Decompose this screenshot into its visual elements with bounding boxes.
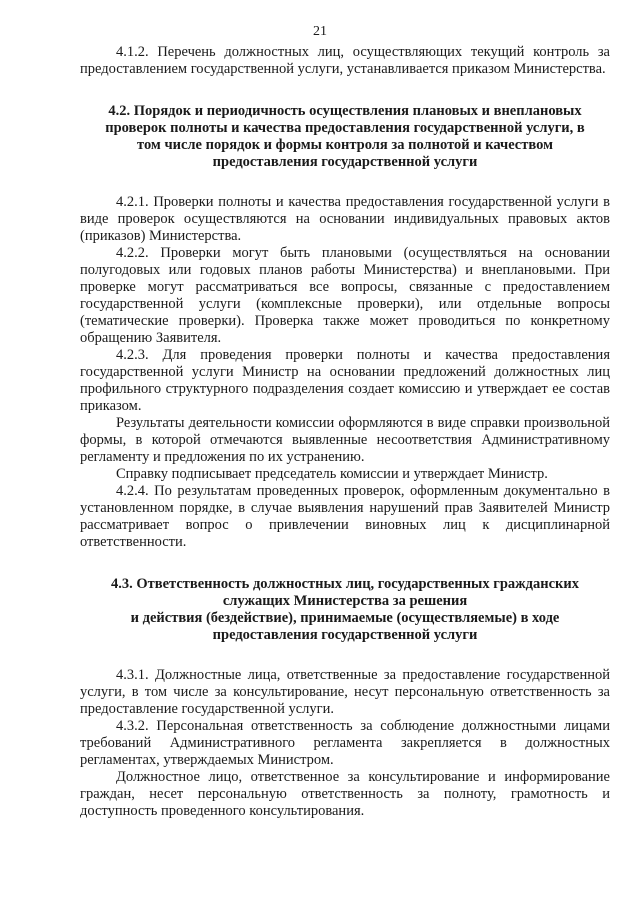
spacer — [80, 551, 610, 576]
heading-line: и действия (бездействие), принимаемые (осуществляемые) в ходе — [130, 610, 560, 626]
spacer — [80, 171, 610, 194]
spacer — [80, 78, 610, 103]
heading-line: 4.3. Ответственность должностных лиц, государственных гражданских — [110, 576, 579, 592]
page-content — [80, 44, 610, 820]
section-heading-4-2 — [80, 103, 610, 171]
paragraph-4-3-2: 4.3.2. Персональная ответственность за соблюдение должностными лицами требований Административного регламента закрепляется в должностных регламентах, утверждаемых Министром. — [80, 718, 610, 768]
page-number: 21 — [313, 24, 327, 39]
heading-line: 4.2. Порядок и периодичность осуществления плановых и внеплановых — [108, 103, 582, 119]
section-heading-4-3 — [80, 576, 610, 644]
paragraph-4-1-2: 4.1.2. Перечень должностных лиц, осуществляющих текущий контроль за предоставлением государственной услуги, устанавливается приказом Министерства. — [80, 44, 610, 77]
heading-line: служащих Министерства за решения — [222, 593, 468, 609]
spacer — [80, 644, 610, 667]
heading-line: предоставления государственной услуги — [212, 154, 478, 170]
paragraph-4-2-4: 4.2.4. По результатам проведенных проверок, оформленным документально в установленном порядке, в случае выявления нарушений прав Заявителей Министр рассматривает вопрос о привлечении виновных лиц к дисциплинарной ответственности. — [80, 483, 610, 550]
heading-line: том числе порядок и формы контроля за полнотой и качеством — [137, 137, 553, 153]
paragraph-consultant-responsibility: Должностное лицо, ответственное за консультирование и информирование граждан, несет персональную ответственность за полноту, грамотность и доступность проведенного консультирования. — [80, 769, 610, 819]
heading-line: предоставления государственной услуги — [212, 627, 478, 643]
paragraph-4-2-2: 4.2.2. Проверки могут быть плановыми (осуществляться на основании полугодовых или годовых планов работы Министерства) и внеплановыми. При проверке могут рассматриваться все вопросы, связанные с предоставлением государственной услуги (комплексные проверки), или отдельные вопросы (тематические проверки). Проверка также может проводиться по конкретному обращению Заявителя. — [80, 245, 610, 346]
paragraph-4-3-1: 4.3.1. Должностные лица, ответственные за предоставление государственной услуги, в том числе за консультирование, несут персональную ответственность за предоставление государственной услуги. — [80, 667, 610, 717]
paragraph-4-2-3: 4.2.3. Для проведения проверки полноты и качества предоставления государственной услуги Министр на основании предложений должностных лиц профильного структурного подразделения создает комиссию и утверждает ее состав приказом. — [80, 347, 610, 414]
heading-line: проверок полноты и качества предоставления государственной услуги, в — [105, 120, 585, 136]
paragraph-4-2-1: 4.2.1. Проверки полноты и качества предоставления государственной услуги в виде проверок осуществляются на основании индивидуальных правовых актов (приказов) Министерства. — [80, 194, 610, 244]
paragraph-commission-results: Результаты деятельности комиссии оформляются в виде справки произвольной формы, в которой отмечаются выявленные несоответствия Административному регламенту и предложения по их устранению. — [80, 415, 610, 465]
paragraph-report-signing: Справку подписывает председатель комиссии и утверждает Министр. — [116, 466, 548, 482]
